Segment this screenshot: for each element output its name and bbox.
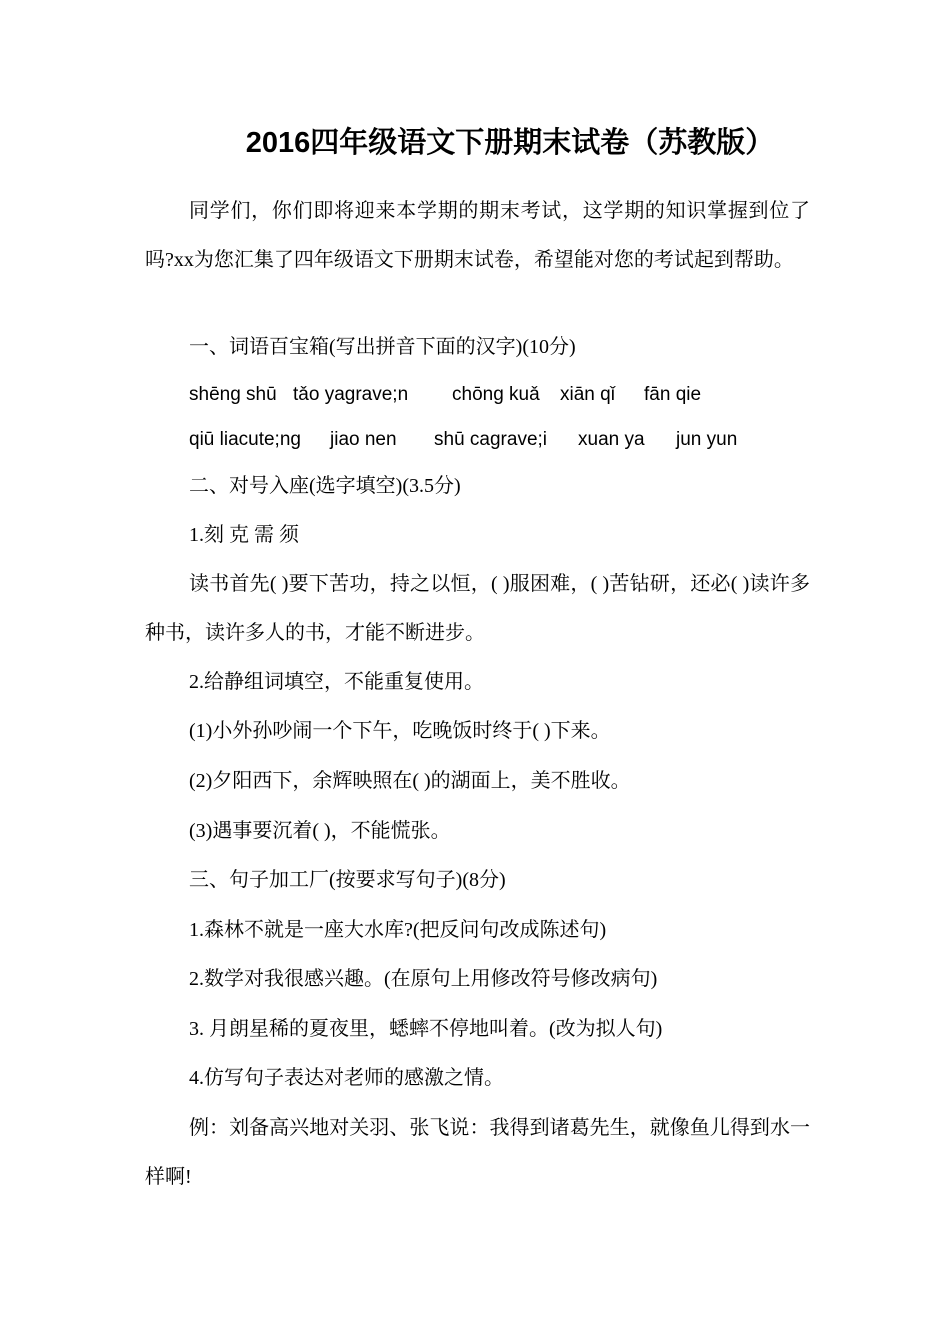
section3-item: 1.森林不就是一座大水库?(把反问句改成陈述句) [189,919,607,941]
pinyin-item: tǎo yagrave;n [293,384,409,405]
section2-q1-options: 1.刻 克 需 须 [189,524,299,546]
section2-heading: 二、对号入座(选字填空)(3.5分) [189,475,461,497]
section3-item: 4.仿写句子表达对老师的感激之情。 [189,1067,504,1089]
section2-q2-heading: 2.给静组词填空，不能重复使用。 [189,671,484,693]
pinyin-item: xiān qǐ [560,384,615,405]
pinyin-item: shēng shū [189,384,277,405]
document-title: 2016四年级语文下册期末试卷（苏教版） [245,127,775,159]
pinyin-item: xuan ya [578,429,645,450]
pinyin-item: qiū liacute;ng [189,429,301,450]
section2-q2-item: (1)小外孙吵闹一个下午，吃晚饭时终于( )下来。 [189,720,611,742]
section2-q2-item: (2)夕阳西下，余辉映照在( )的湖面上，美不胜收。 [189,770,631,792]
section1-heading: 一、词语百宝箱(写出拼音下面的汉字)(10分) [189,336,576,358]
pinyin-item: chōng kuǎ [452,384,540,405]
section3-item: 3. 月朗星稀的夏夜里，蟋蟀不停地叫着。(改为拟人句) [189,1018,663,1040]
section3-heading: 三、句子加工厂(按要求写句子)(8分) [189,869,506,891]
section3-example: 例：刘备高兴地对关羽、张飞说：我得到诸葛先生，就像鱼儿得到水一样啊! [145,1117,810,1188]
pinyin-item: jiao nen [330,429,397,450]
section2-q1-text: 读书首先( )要下苦功，持之以恒，( )服困难，( )苦钻研，还必( )读许多种书，读许多人的书，才能不断进步。 [145,573,810,644]
pinyin-item: fān qie [644,384,702,405]
pinyin-item: shū cagrave;i [434,429,548,450]
section2-q2-item: (3)遇事要沉着( )，不能慌张。 [189,820,451,842]
intro-paragraph: 同学们，你们即将迎来本学期的期末考试，这学期的知识掌握到位了吗?xx为您汇集了四年级语文下册期末试卷，希望能对您的考试起到帮助。 [145,200,810,271]
section3-item: 2.数学对我很感兴趣。(在原句上用修改符号修改病句) [189,968,658,990]
pinyin-item: jun yun [676,429,738,450]
